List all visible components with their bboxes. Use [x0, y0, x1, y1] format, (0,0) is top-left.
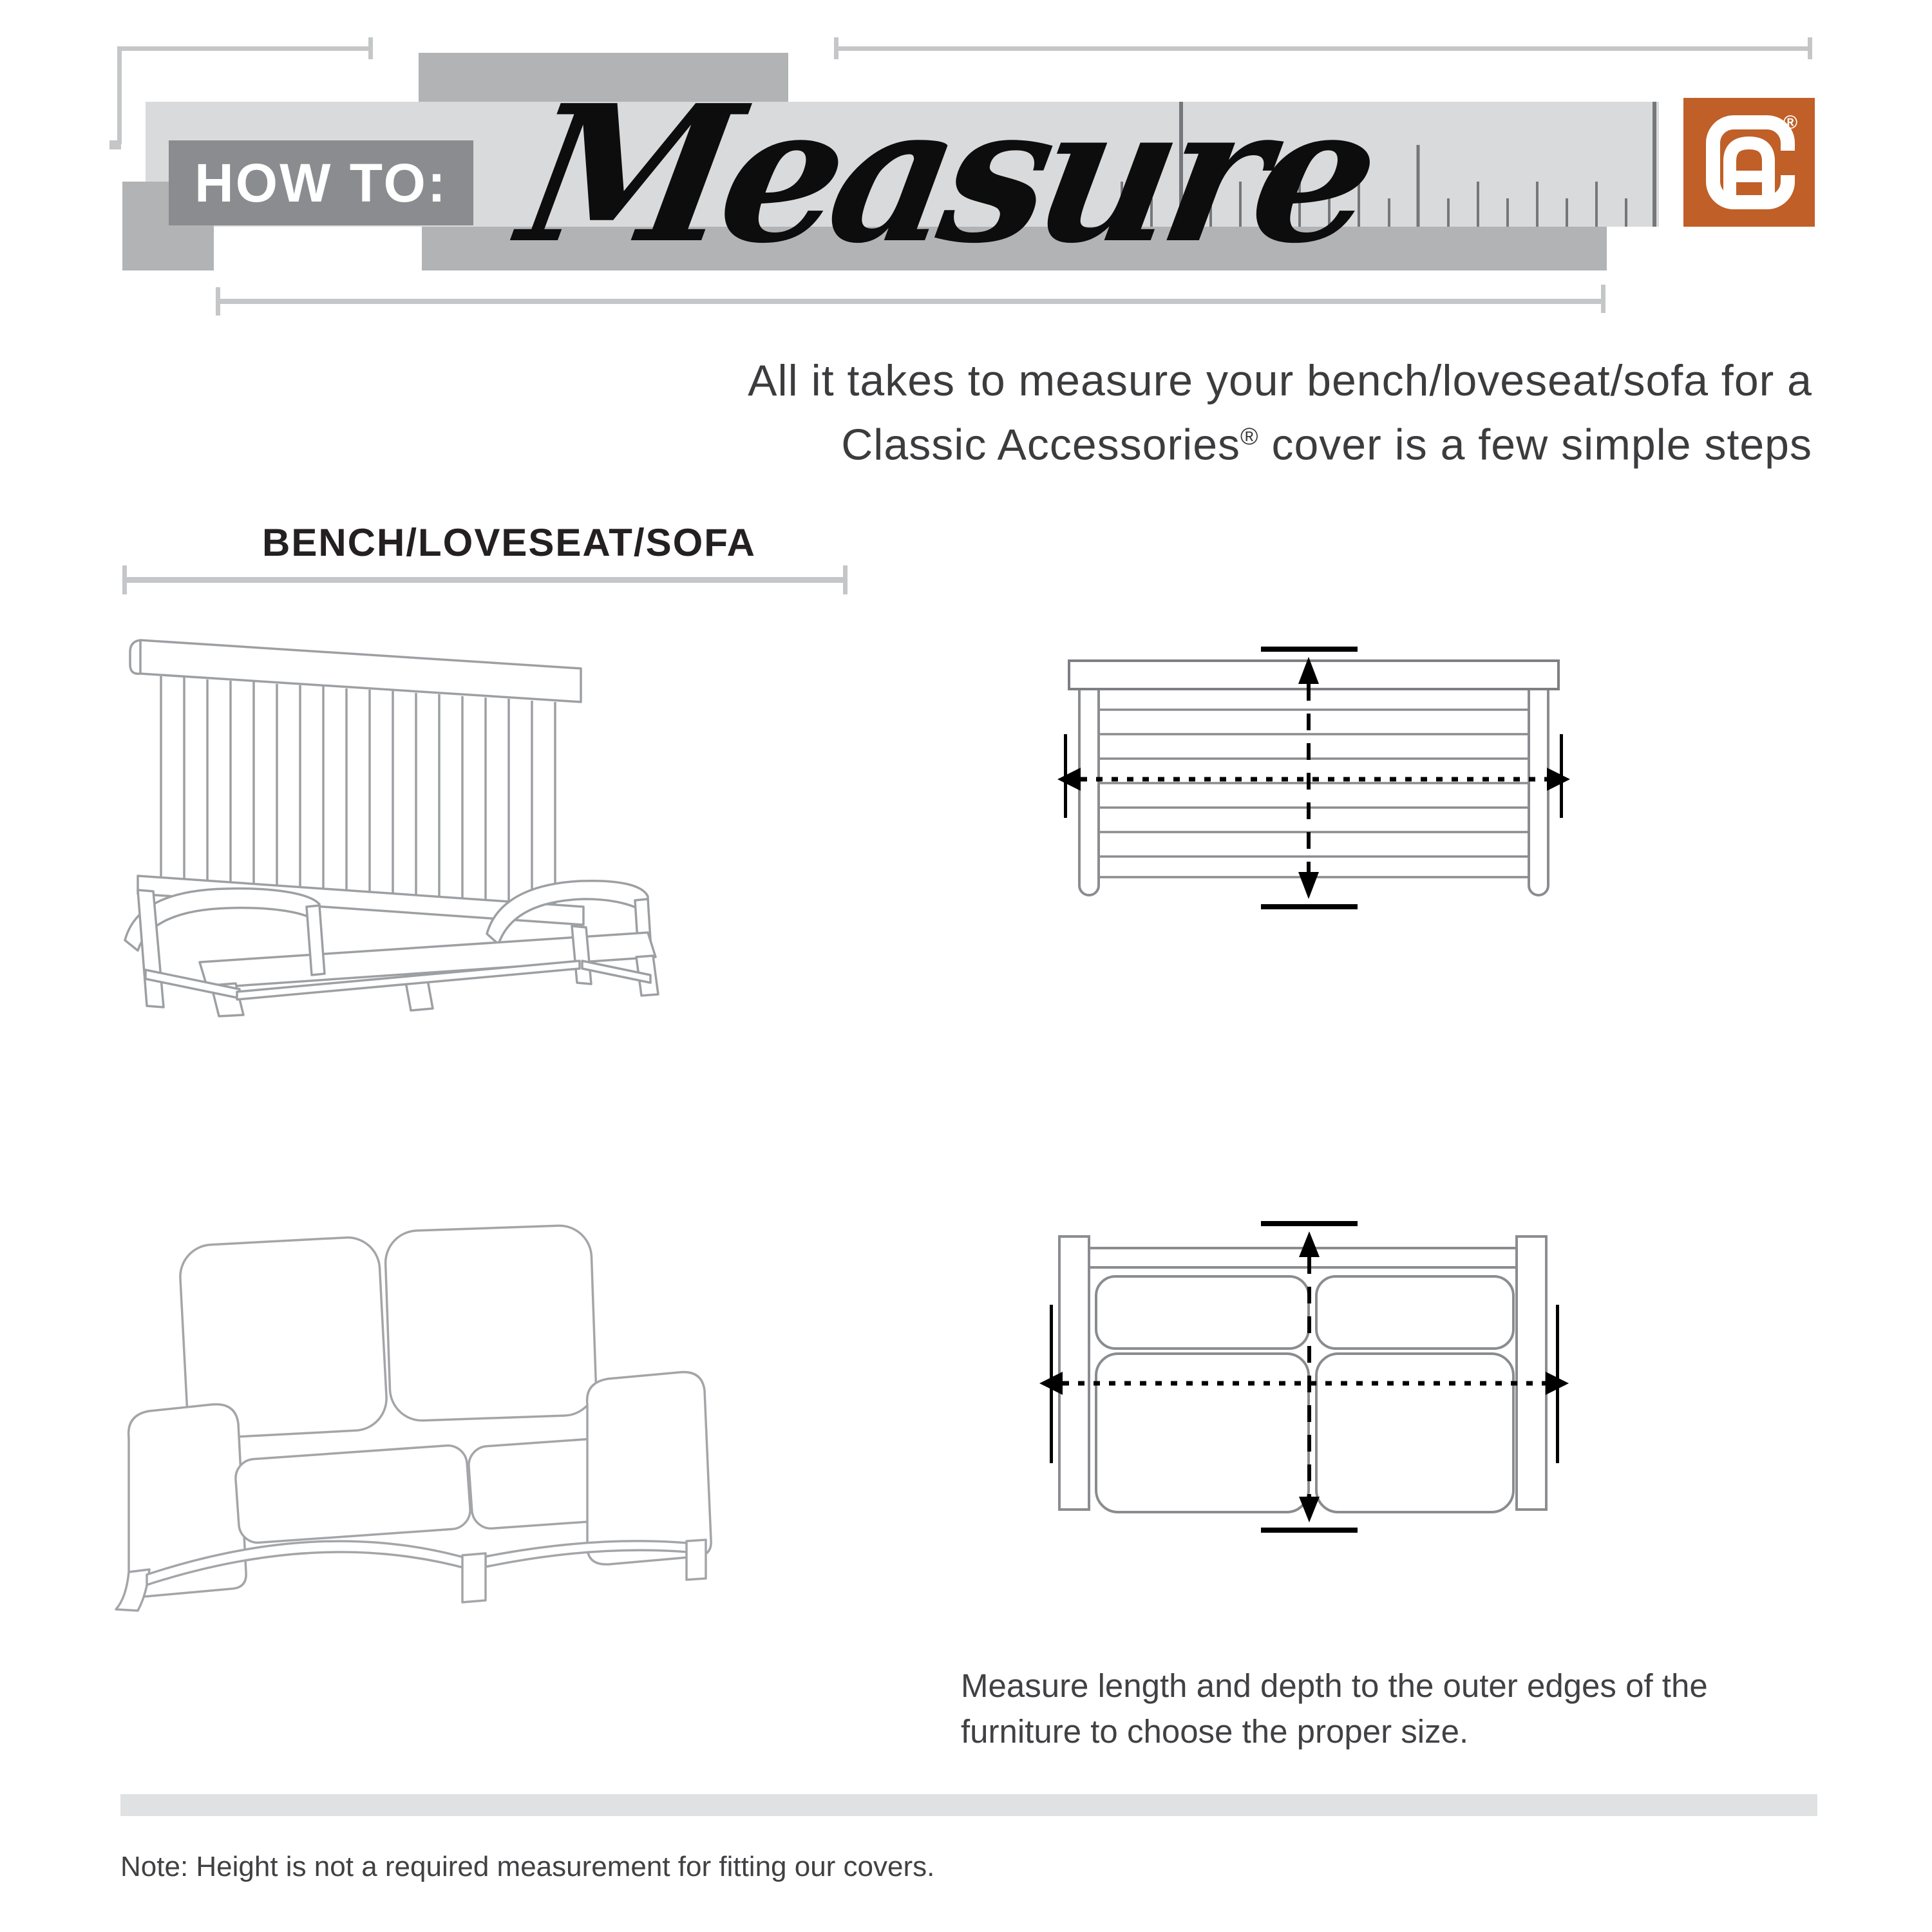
back-cushion	[384, 1225, 597, 1422]
measure-end-cap	[1261, 904, 1358, 909]
leg	[462, 1553, 486, 1602]
top-right-bracket-line	[834, 46, 1812, 51]
section-bracket-tick-left	[122, 565, 127, 594]
intro-line-1: All it takes to measure your bench/loveseat/sofa for a	[748, 356, 1812, 405]
bench-slats	[1099, 710, 1529, 877]
bench-top-view-diagram	[1056, 638, 1571, 914]
sofa-right-rail	[1517, 1236, 1546, 1510]
arrow-up-icon	[1299, 1231, 1320, 1257]
instructions-line-1: Measure length and depth to the outer edges of the	[961, 1667, 1708, 1704]
measure-end-cap	[1261, 647, 1358, 652]
length-measurement-line	[1057, 734, 1570, 818]
top-left-bracket-vertical	[117, 46, 122, 144]
header-bottom-bracket-tick-left	[216, 287, 220, 316]
top-left-bracket-tick	[368, 37, 373, 59]
note-text: Note: Height is not a required measurement for fitting our covers.	[120, 1851, 935, 1882]
bench-left-rail	[1079, 676, 1099, 895]
sofa-seat-cushion	[1096, 1354, 1309, 1512]
how-to-label: HOW TO:	[194, 152, 448, 213]
leg	[687, 1540, 706, 1580]
arrow-left-icon	[1057, 768, 1081, 791]
registered-mark: ®	[1783, 112, 1798, 133]
header-bottom-bracket-tick-right	[1601, 285, 1605, 313]
top-left-bracket-dot	[109, 140, 121, 149]
instructions-text	[961, 1663, 1830, 1754]
measure-script-title: Measure	[507, 64, 1385, 285]
section-heading: BENCH/LOVESEAT/SOFA	[262, 521, 756, 564]
measure-end-cap	[1261, 1221, 1358, 1226]
seat-cushion	[234, 1444, 471, 1544]
measure-end-cap	[1261, 1528, 1358, 1533]
registered-mark: ®	[1240, 422, 1259, 450]
leg	[116, 1569, 149, 1611]
top-right-bracket-tick-left	[834, 37, 838, 59]
arrow-down-icon	[1299, 1497, 1320, 1522]
arrow-down-icon	[1298, 872, 1319, 899]
divider-bar	[120, 1794, 1817, 1816]
arrow-right-icon	[1547, 768, 1570, 791]
how-to-badge	[169, 140, 473, 225]
section-bracket-tick-right	[843, 565, 848, 594]
intro-line-2: Classic Accessories® cover is a few simple steps	[841, 420, 1812, 469]
section-bracket-line	[122, 577, 848, 583]
intro-text	[524, 353, 1812, 473]
header-bottom-bracket-line	[216, 299, 1605, 304]
loveseat-illustration	[109, 1214, 715, 1613]
instructions-line-2: furniture to choose the proper size.	[961, 1713, 1469, 1750]
sofa-back-cushion	[1096, 1276, 1309, 1349]
top-left-bracket-line	[117, 46, 372, 51]
sofa-seat-cushion	[1316, 1354, 1513, 1512]
bench-right-rail	[1529, 676, 1548, 895]
right-arm	[587, 1372, 712, 1565]
sofa-left-rail	[1059, 1236, 1089, 1510]
sofa-back-cushion	[1316, 1276, 1513, 1349]
bench-illustration	[103, 599, 670, 1018]
sofa-top-view-diagram	[1037, 1217, 1571, 1552]
brand-logo	[1683, 98, 1815, 227]
top-right-bracket-tick-right	[1808, 37, 1812, 59]
